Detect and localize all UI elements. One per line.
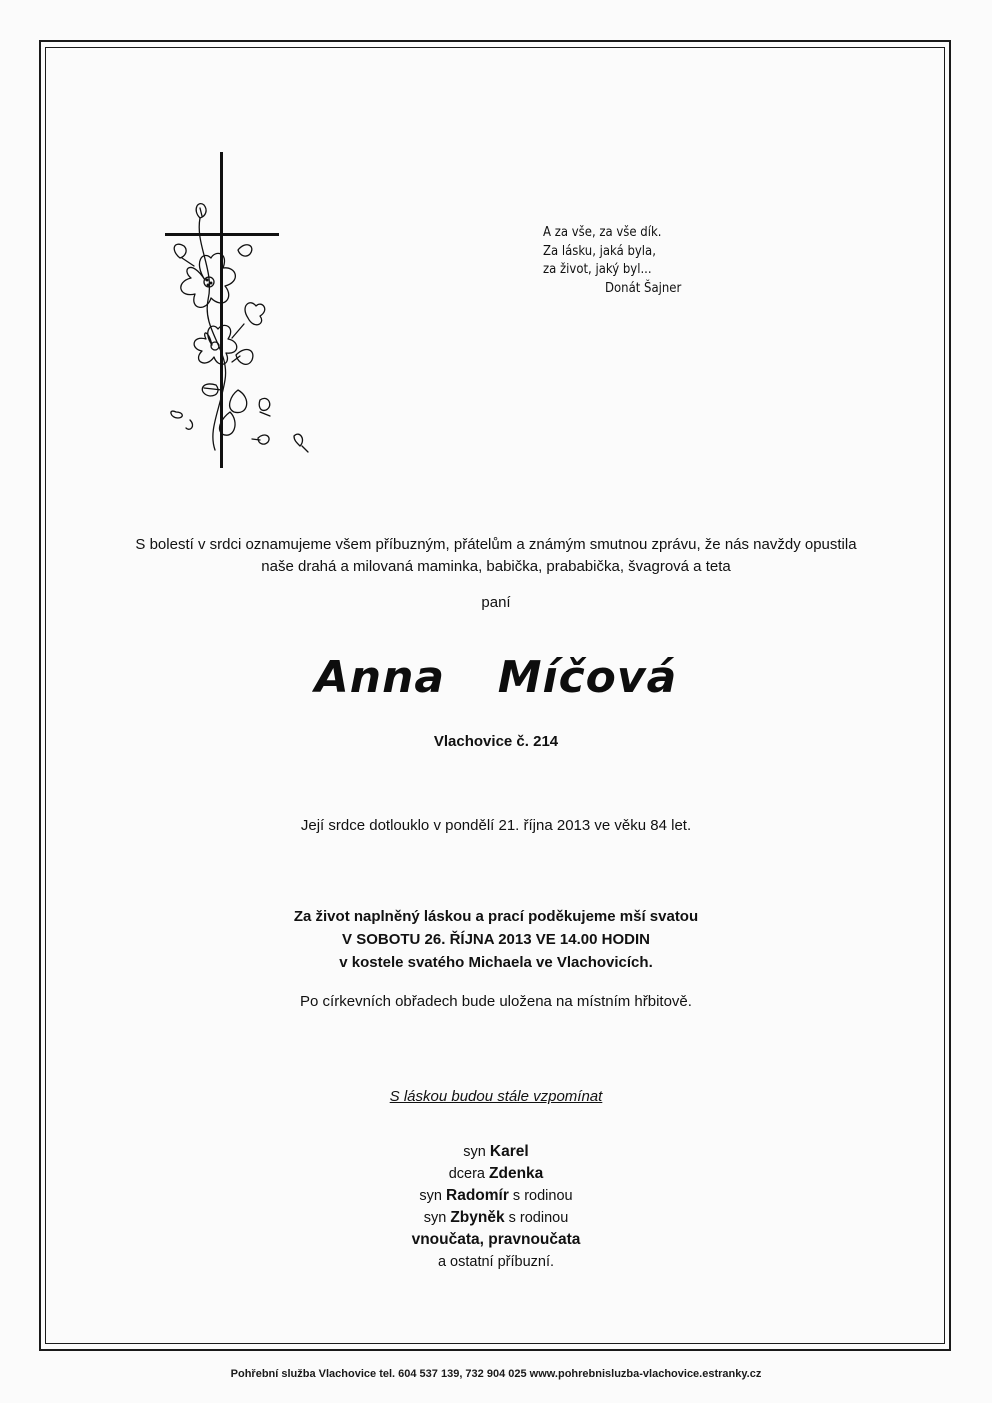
poem-line: Za lásku, jaká byla,: [543, 243, 656, 259]
mourner-relation: a ostatní příbuzní.: [437, 1254, 555, 1270]
mourner-suffix: s rodinou: [512, 1188, 573, 1204]
mourner-relation: syn: [463, 1144, 486, 1160]
salutation: paní: [481, 594, 511, 611]
poem-quote: [543, 224, 743, 298]
mourner-row: [0, 1163, 992, 1185]
mourner-row: [0, 1141, 992, 1163]
mourner-row: [0, 1251, 992, 1273]
funeral-date: V SOBOTU 26. ŘÍJNA 2013 VE 14.00 HODIN: [342, 931, 650, 948]
mourner-relation: syn: [423, 1210, 447, 1226]
deceased-name: Anna Míčová: [314, 652, 678, 703]
mourner-name: Zbyněk: [450, 1209, 505, 1226]
poem-line: za život, jaký byl...: [543, 262, 652, 277]
memory-heading: S láskou budou stále vzpomínat: [389, 1088, 603, 1105]
mourners-list: [0, 1141, 992, 1273]
mourner-name: vnoučata, pravnoučata: [411, 1231, 581, 1248]
burial-note: Po církevních obřadech bude uložena na místním hřbitově.: [300, 993, 692, 1010]
funeral-details: [0, 905, 992, 974]
mourner-row: [0, 1185, 992, 1207]
mourner-relation: syn: [419, 1188, 442, 1204]
poem-author: Donát Šajner: [605, 280, 682, 296]
announcement-line-1: S bolestí v srdci oznamujeme všem příbuzným, přátelům a známým smutnou zprávu, že nás navždy opustila: [135, 536, 857, 553]
deceased-address: Vlachovice č. 214: [433, 733, 559, 750]
announcement-text: [0, 534, 992, 578]
funeral-line-1: Za život naplněný láskou a prací poděkujeme mší svatou: [293, 908, 699, 925]
mourner-row: [0, 1229, 992, 1251]
funeral-service-footer: Pohřební služba Vlachovice tel. 604 537 139, 732 904 025 www.pohrebnisluzba-vlachovice.estranky.cz: [230, 1368, 762, 1380]
death-notice: Její srdce dotlouklo v pondělí 21. října 2013 ve věku 84 let.: [300, 817, 692, 834]
mourner-suffix: s rodinou: [508, 1210, 569, 1226]
mourner-name: Radomír: [446, 1187, 509, 1204]
mourner-relation: dcera: [448, 1166, 485, 1182]
mourner-row: [0, 1207, 992, 1229]
funeral-location: v kostele svatého Michaela ve Vlachovicích.: [339, 954, 653, 971]
announcement-line-2: naše drahá a milovaná maminka, babička, prababička, švagrová a teta: [261, 558, 731, 575]
mourner-name: Zdenka: [489, 1165, 544, 1182]
cross-with-flowers-icon: [160, 150, 320, 475]
mourner-name: Karel: [489, 1143, 529, 1160]
poem-line: A za vše, za vše dík.: [543, 225, 662, 240]
